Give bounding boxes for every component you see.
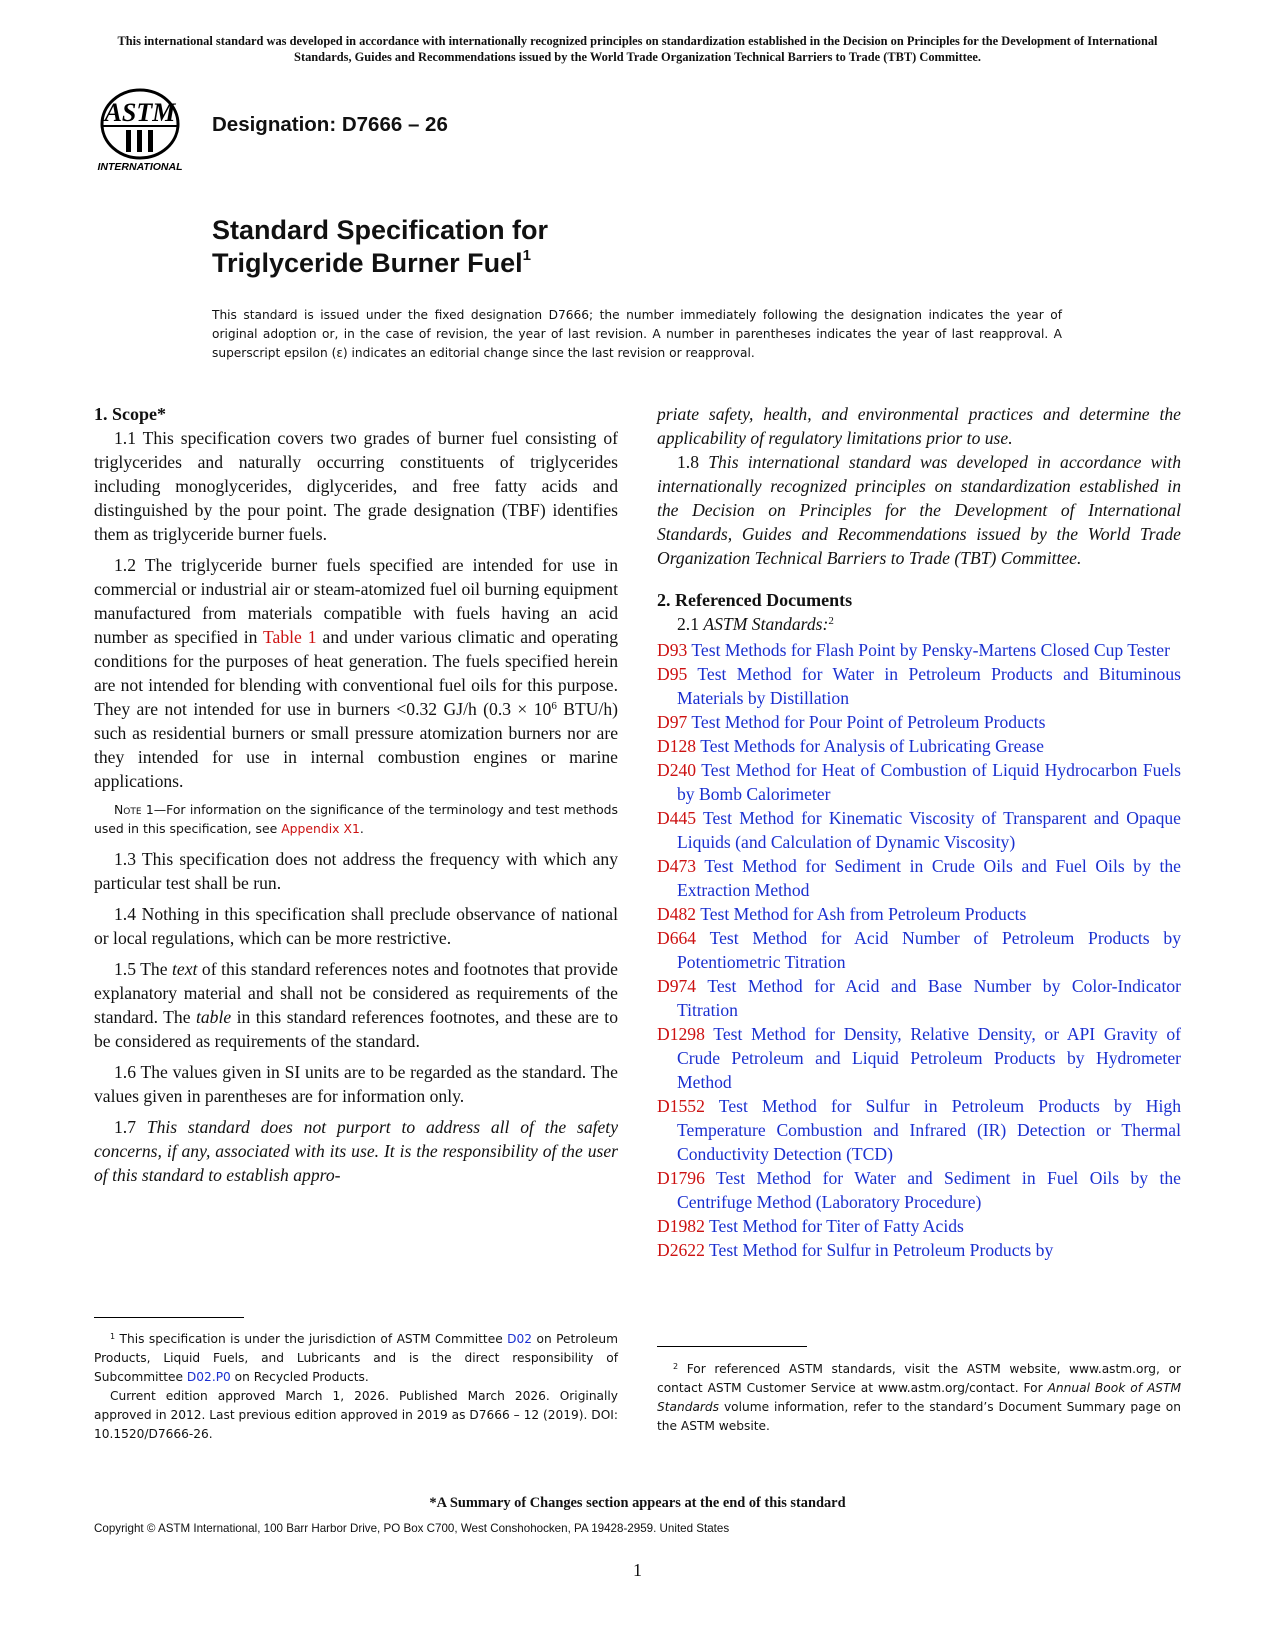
- p1-5-text-word: text: [172, 959, 198, 979]
- p1-2-exponent: 6: [551, 700, 557, 712]
- top-notice: This international standard was developed in accordance with internationally recognized principles on standardization established in the Decision on Principles for the Development of International Standards, Guides and Recommendations issued by the World Trade Organization Technical Barriers to Trade (TBT) Committee.: [117, 34, 1158, 64]
- paragraph-1-4: 1.4 Nothing in this specification shall preclude observance of national or local regulations, which can be more restrictive.: [94, 904, 618, 948]
- paragraph-1-7-continued: priate safety, health, and environmental practices and determine the applicability of regulatory limitations prior to use.: [657, 404, 1181, 448]
- reference-code-link[interactable]: D95: [657, 664, 688, 684]
- fn2-annual-book: Annual Book of ASTM Standards: [657, 1381, 1181, 1414]
- reference-title-link[interactable]: Test Method for Sediment in Crude Oils and Fuel Oils by the Extraction Method: [677, 856, 1181, 900]
- fn2-text-a: For referenced ASTM standards, visit the ASTM website, www.astm.org, or contact ASTM Customer Service at www.astm.org/contact. For: [657, 1362, 1181, 1395]
- reference-item: [657, 854, 1181, 902]
- footnote-divider-left: [94, 1317, 244, 1318]
- reference-code-link[interactable]: D974: [657, 976, 697, 996]
- reference-item: [657, 758, 1181, 806]
- p1-5-text-a: 1.5 The: [114, 959, 173, 979]
- title-line-2-text: Triglyceride Burner Fuel: [212, 248, 523, 278]
- d02-p0-link[interactable]: D02.P0: [186, 1370, 231, 1384]
- title-line-1: Standard Specification for: [212, 215, 549, 245]
- note-end: .: [359, 821, 364, 836]
- reference-item: [657, 926, 1181, 974]
- paragraph-1-7: [94, 1115, 618, 1187]
- logo-text: ASTM: [104, 98, 176, 127]
- footnote-divider-right: [657, 1346, 807, 1347]
- paragraph-1-1: 1.1 This specification covers two grades of burner fuel consisting of triglycerides and naturally occurring constituents of triglycerides including monoglycerides, diglycerides, and free fatty acids and distinguished by the pour point. The grade designation (TBF) identifies them as triglyceride burner fuels.: [94, 428, 618, 544]
- reference-title-link[interactable]: Test Method for Sulfur in Petroleum Products by High Temperature Combustion and Infrared (IR) Detection or Thermal Conductivity Detection (TCD): [677, 1096, 1181, 1164]
- appendix-x1-link[interactable]: Appendix X1: [281, 821, 360, 836]
- reference-code-link[interactable]: D482: [657, 904, 697, 924]
- reference-code-link[interactable]: D1982: [657, 1216, 705, 1236]
- reference-item: [657, 974, 1181, 1022]
- astm-standards-subheading: [657, 612, 1181, 636]
- right-column: [657, 402, 1181, 1262]
- fn1-text-a: This specification is under the jurisdiction of ASTM Committee: [115, 1332, 508, 1346]
- reference-code-link[interactable]: D1298: [657, 1024, 705, 1044]
- reference-title-link[interactable]: Test Method for Density, Relative Density, or API Gravity of Crude Petroleum and Liquid Petroleum Products by Hydrometer Method: [677, 1024, 1181, 1092]
- p1-2-text-a: 1.2 The triglyceride burner fuels specified are intended for use in commercial or industrial air or steam-atomized fuel oil burning equipment manufactured from materials compatible with fuels having an acid number as specified in: [94, 555, 618, 647]
- p1-2-text-c: BTU/h) such as residential burners or small pressure atomization burners nor are they intended for use in internal combustion engines or marine applications.: [94, 699, 619, 791]
- reference-item: [657, 1166, 1181, 1214]
- reference-title-link[interactable]: Test Method for Acid Number of Petroleum Products by Potentiometric Titration: [677, 928, 1181, 972]
- fn2-text-b: volume information, refer to the standard’s Document Summary page on the ASTM website.: [657, 1400, 1181, 1433]
- scope-heading: 1. Scope*: [94, 404, 166, 424]
- reference-item: [657, 902, 1181, 926]
- logo-subtext: INTERNATIONAL: [97, 161, 183, 173]
- note-label: Note 1: [114, 802, 154, 817]
- footnote-1: [94, 1330, 618, 1444]
- reference-item: [657, 1238, 1181, 1262]
- astm-logo-icon: [92, 86, 198, 176]
- footnote-1-para-1: [94, 1330, 618, 1387]
- p1-5-text-b: of this standard references notes and footnotes that provide explanatory material and shall not be considered as requirements of the standard. The: [94, 959, 618, 1027]
- reference-item: [657, 638, 1181, 662]
- d02-link[interactable]: D02: [507, 1332, 533, 1346]
- reference-title-link[interactable]: Test Method for Acid and Base Number by Color-Indicator Titration: [677, 976, 1181, 1020]
- title-footnote-mark[interactable]: 1: [522, 247, 531, 264]
- reference-code-link[interactable]: D128: [657, 736, 697, 756]
- paragraph-1-8: [657, 450, 1181, 570]
- footnote-2: [657, 1360, 1181, 1436]
- footnote-1-para-2: Current edition approved March 1, 2026. Published March 2026. Originally approved in 2012. Last previous edition approved in 2019 as D7666 – 12 (2019). DOI: 10.1520/D7666-26.: [94, 1389, 618, 1441]
- summary-of-changes-note: *A Summary of Changes section appears at the end of this standard: [429, 1495, 846, 1511]
- reference-item: [657, 1094, 1181, 1166]
- sub-label: ASTM Standards:: [703, 614, 829, 634]
- reference-title-link[interactable]: Test Method for Water in Petroleum Products and Bituminous Materials by Distillation: [677, 664, 1181, 708]
- note-1: [94, 800, 618, 838]
- reference-item: [657, 1022, 1181, 1094]
- reference-list: [657, 638, 1181, 1262]
- sub-number: 2.1: [677, 614, 704, 634]
- referenced-documents-heading: 2. Referenced Documents: [657, 590, 853, 610]
- paragraph-1-2: [94, 553, 618, 793]
- p1-2-text-b: and under various climatic and operating conditions for the purposes of heat generation. The fuels specified herein are not intended for blending with conventional fuel oils for this purpose. They are not intended for use in burners <0.32 GJ/h (0.3 × 10: [94, 627, 618, 719]
- reference-title-link[interactable]: Test Method for Ash from Petroleum Products: [700, 904, 1027, 924]
- reference-title-link[interactable]: Test Method for Titer of Fatty Acids: [709, 1216, 964, 1236]
- reference-code-link[interactable]: D1796: [657, 1168, 705, 1188]
- reference-item: [657, 1214, 1181, 1238]
- reference-code-link[interactable]: D240: [657, 760, 697, 780]
- paragraph-1-6: 1.6 The values given in SI units are to be regarded as the standard. The values given in parentheses are for information only.: [94, 1062, 618, 1106]
- footnote-2-para: [657, 1360, 1181, 1436]
- reference-title-link[interactable]: Test Method for Pour Point of Petroleum Products: [691, 712, 1046, 732]
- reference-code-link[interactable]: D445: [657, 808, 697, 828]
- reference-title-link[interactable]: Test Methods for Analysis of Lubricating Grease: [700, 736, 1044, 756]
- page-number: 1: [633, 1560, 642, 1580]
- reference-code-link[interactable]: D664: [657, 928, 697, 948]
- reference-code-link[interactable]: D473: [657, 856, 697, 876]
- p1-8-text: This international standard was developed in accordance with internationally recognized principles on standardization established in the Decision on Principles for the Development of International Standards, Guides and Recommendations issued by the World Trade Organization Technical Barriers to Trade (TBT) Committee.: [657, 452, 1181, 568]
- reference-item: [657, 662, 1181, 710]
- reference-code-link[interactable]: D93: [657, 640, 688, 660]
- fn1-text-c: on Recycled Products.: [230, 1370, 369, 1384]
- p1-5-text-c: in this standard references footnotes, and these are to be considered as requirements of the standard.: [94, 1007, 618, 1051]
- reference-code-link[interactable]: D97: [657, 712, 688, 732]
- reference-code-link[interactable]: D2622: [657, 1240, 705, 1260]
- p1-8-number: 1.8: [677, 452, 709, 472]
- paragraph-1-3: 1.3 This specification does not address the frequency with which any particular test shall be run.: [94, 849, 618, 893]
- p1-7-number: 1.7: [114, 1117, 147, 1137]
- issued-statement: This standard is issued under the fixed designation D7666; the number immediately following the designation indicates the year of original adoption or, in the case of revision, the year of last revision. A number in parentheses indicates the year of last reapproval. A superscript epsilon (ε) indicates an editorial change since the last revision or reapproval.: [212, 308, 1062, 360]
- left-column: [94, 402, 618, 1194]
- reference-title-link[interactable]: Test Method for Water and Sediment in Fuel Oils by the Centrifuge Method (Laboratory Procedure): [677, 1168, 1181, 1212]
- designation: Designation: D7666 – 26: [212, 113, 448, 136]
- reference-title-link[interactable]: Test Method for Heat of Combustion of Liquid Hydrocarbon Fuels by Bomb Calorimeter: [677, 760, 1181, 804]
- copyright-line: Copyright © ASTM International, 100 Barr Harbor Drive, PO Box C700, West Conshohocken, PA 19428-2959. United States: [94, 1522, 730, 1535]
- p1-5-table-word: table: [195, 1007, 232, 1027]
- p1-7-text: This standard does not purport to address all of the safety concerns, if any, associated with its use. It is the responsibility of the user of this standard to establish appro-: [94, 1117, 619, 1185]
- fn1-text-b: on Petroleum Products, Liquid Fuels, and Lubricants and is the direct responsibility of Subcommittee: [94, 1332, 618, 1384]
- paragraph-1-5: [94, 957, 618, 1053]
- reference-title-link[interactable]: Test Method for Kinematic Viscosity of Transparent and Opaque Liquids (and Calculation of Dynamic Viscosity): [677, 808, 1181, 852]
- reference-item: [657, 806, 1181, 854]
- sub-footnote-mark[interactable]: 2: [828, 615, 834, 627]
- reference-code-link[interactable]: D1552: [657, 1096, 705, 1116]
- reference-title-link[interactable]: Test Methods for Flash Point by Pensky-Martens Closed Cup Tester: [691, 640, 1170, 660]
- table-1-link[interactable]: Table 1: [263, 627, 317, 647]
- footnote-2-mark: 2: [673, 1362, 679, 1371]
- footnote-1-mark: 1: [110, 1332, 116, 1341]
- note-text: —For information on the significance of the terminology and test methods used in this specification, see: [94, 802, 618, 836]
- reference-item: [657, 710, 1181, 734]
- document-title: [212, 214, 548, 280]
- reference-title-link[interactable]: Test Method for Sulfur in Petroleum Products by: [709, 1240, 1054, 1260]
- title-line-2: [212, 247, 548, 280]
- reference-item: [657, 734, 1181, 758]
